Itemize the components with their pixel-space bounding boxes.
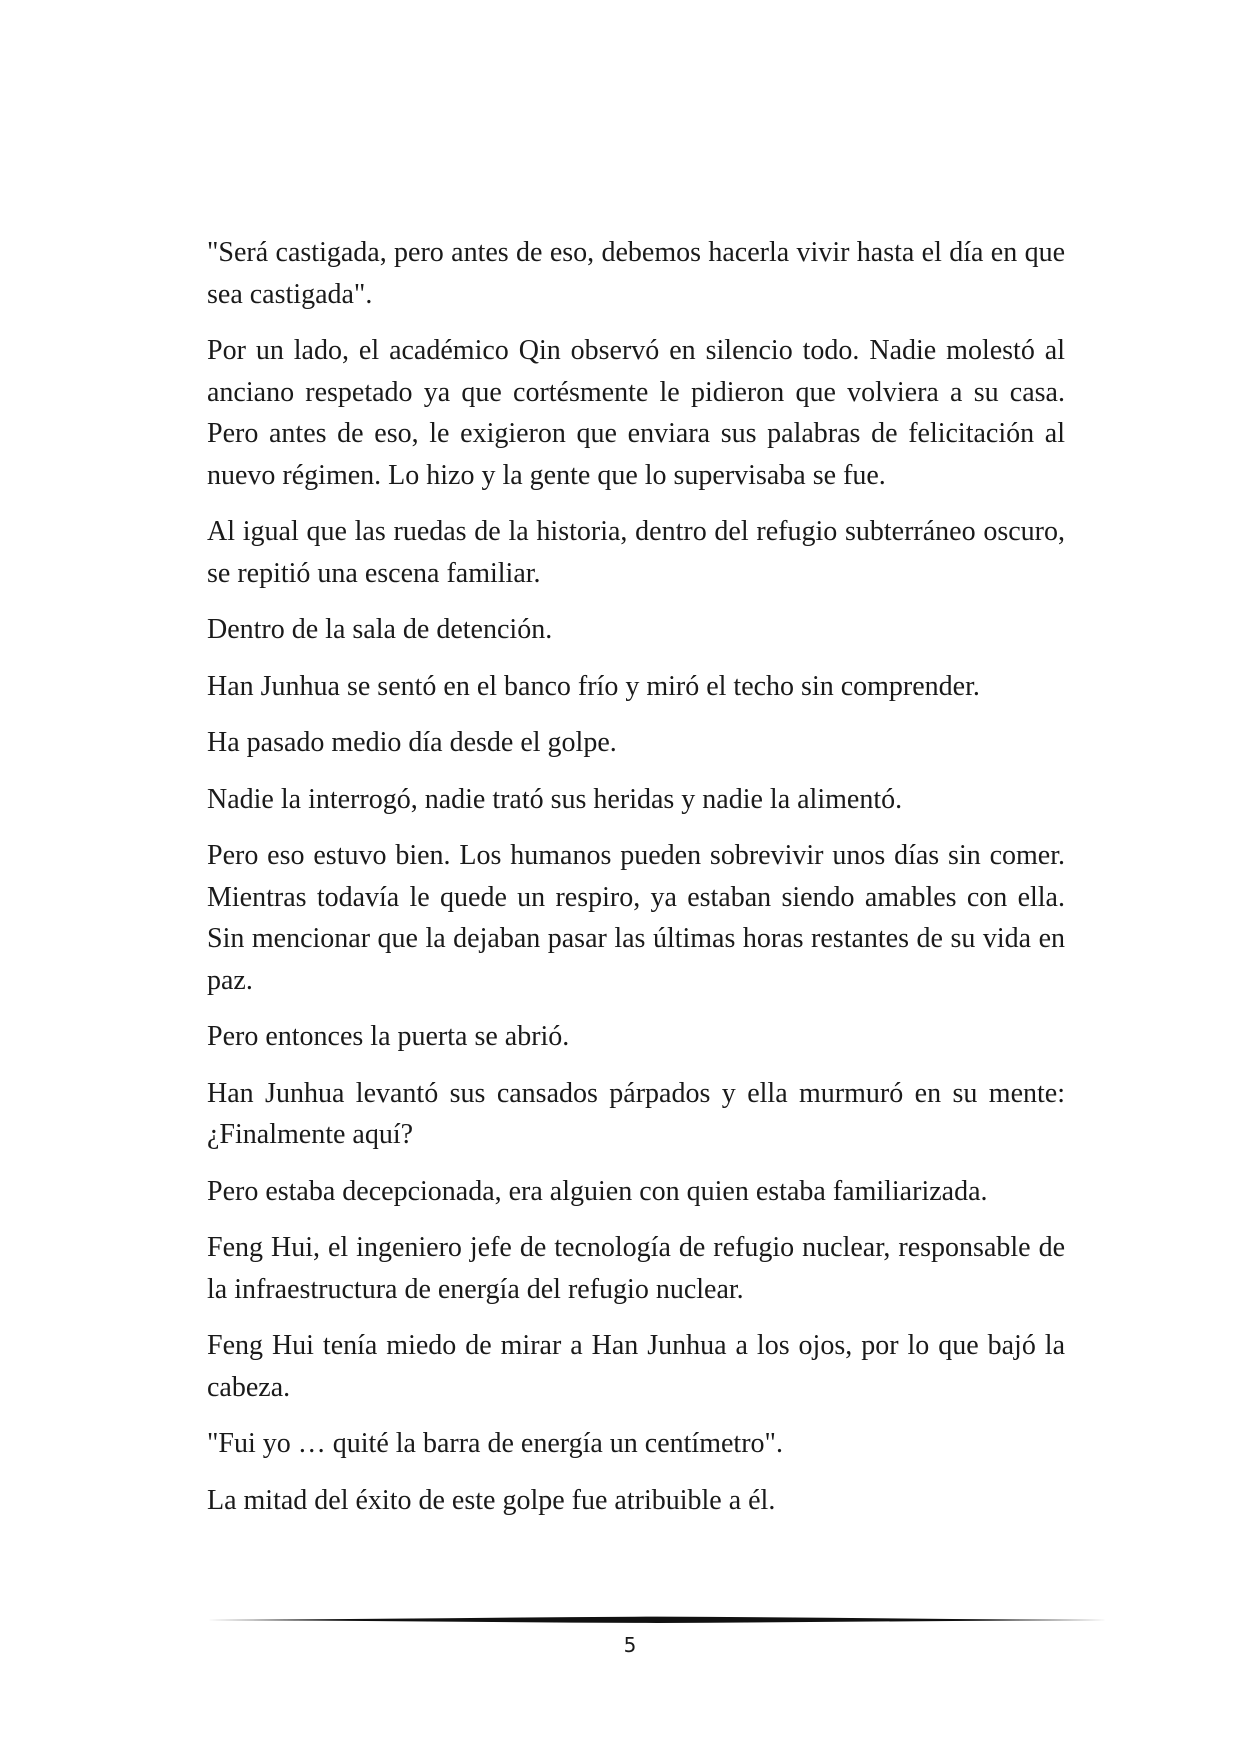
paragraph-3: Al igual que las ruedas de la historia, dentro del refugio subterráneo oscuro, se repitió una escena familiar. — [207, 516, 1065, 589]
paragraph-13: Feng Hui tenía miedo de mirar a Han Junhua a los ojos, por lo que bajó la cabeza. — [207, 1330, 1065, 1403]
paragraph-10: Han Junhua levantó sus cansados párpados y ella murmuró en su mente: ¿Finalmente aquí? — [207, 1077, 1065, 1150]
paragraph-1: "Será castigada, pero antes de eso, debemos hacerla vivir hasta el día en que sea castigada". — [207, 237, 1065, 310]
paragraph-9: Pero entonces la puerta se abrió. — [207, 1021, 570, 1052]
body-text — [207, 232, 1065, 1536]
paragraph-8: Pero eso estuvo bien. Los humanos pueden sobrevivir unos días sin comer. Mientras todavía le quede un respiro, ya estaban siendo amables con ella. Sin mencionar que la dejaban pasar las últimas horas restantes de su vida en paz. — [207, 840, 1065, 996]
paragraph-12: Feng Hui, el ingeniero jefe de tecnología de refugio nuclear, responsable de la infraestructura de energía del refugio nuclear. — [207, 1232, 1065, 1305]
paragraph-6: Ha pasado medio día desde el golpe. — [207, 727, 617, 758]
paragraph-5: Han Junhua se sentó en el banco frío y miró el techo sin comprender. — [207, 670, 980, 702]
paragraph-15: La mitad del éxito de este golpe fue atribuible a él. — [207, 1484, 776, 1516]
paragraph-2: Por un lado, el académico Qin observó en silencio todo. Nadie molestó al anciano respetado ya que cortésmente le pidieron que volviera a su casa. Pero antes de eso, le exigieron que enviara sus palabras de felicitación al nuevo régimen. Lo hizo y la gente que lo supervisaba se fue. — [207, 335, 1065, 491]
paragraph-11: Pero estaba decepcionada, era alguien con quien estaba familiarizada. — [207, 1175, 988, 1207]
page-number: 5 — [623, 1633, 637, 1657]
footer-divider — [207, 1614, 1107, 1626]
paragraph-14: "Fui yo … quité la barra de energía un centímetro". — [207, 1428, 783, 1459]
paragraph-4: Dentro de la sala de detención. — [207, 614, 553, 645]
paragraph-7: Nadie la interrogó, nadie trató sus heridas y nadie la alimentó. — [207, 783, 903, 815]
